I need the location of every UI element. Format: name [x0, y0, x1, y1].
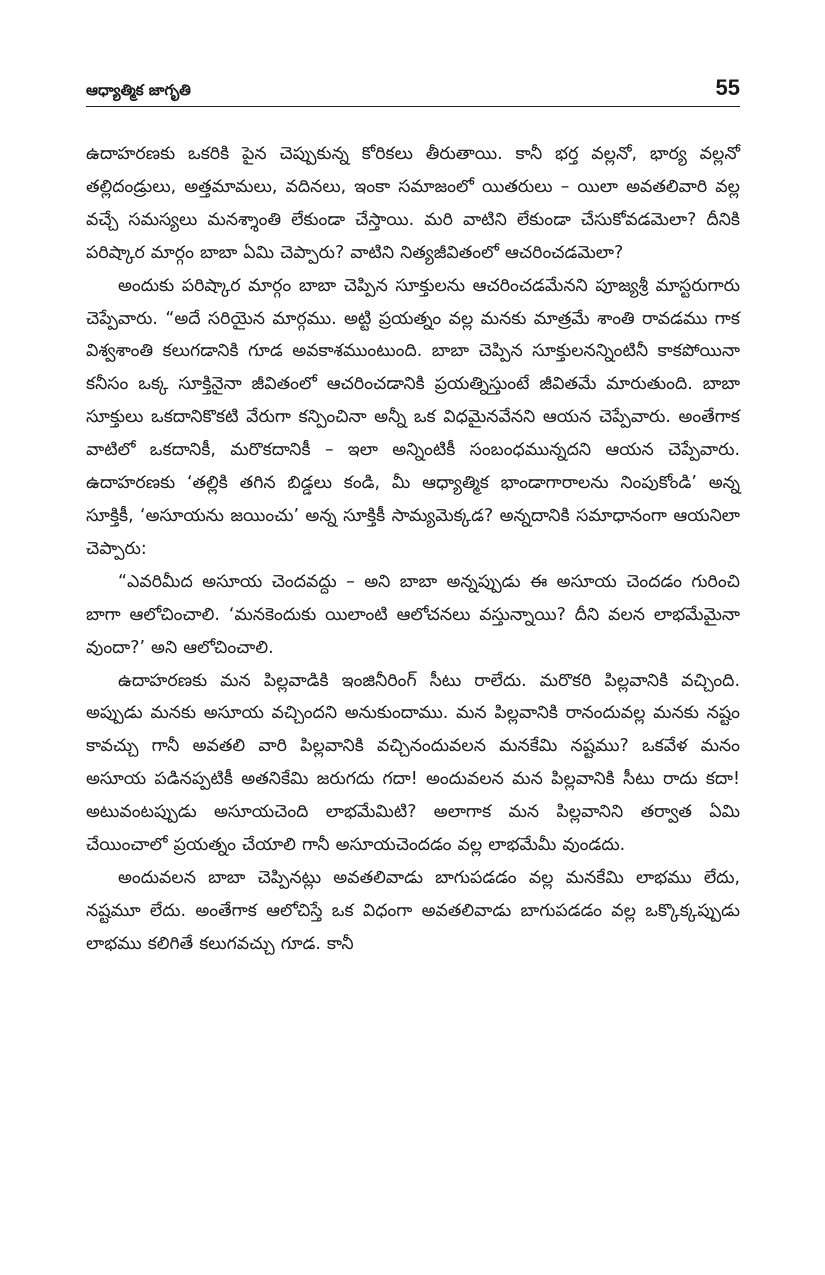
paragraph-5: అందువలన బాబా చెప్పినట్లు అవతలివాడు బాగుపడడం వల్ల మనకేమి లాభము లేదు, నష్టమూ లేదు. అంతేగాక ఆలోచిస్తే ఒక విధంగా అవతలివాడు బాగుపడడం వల్ల ఒక్కొక్కప్పుడు లాభము కలిగితే కలుగవచ్చు గూడ. కానీ [86, 867, 740, 954]
body-text [86, 138, 740, 961]
paragraph-3: “ఎవరిమీద అసూయ చెందవద్దు – అని బాబా అన్నప్పుడు ఈ అసూయ చెందడం గురించి బాగా ఆలోచించాలి. ‘మనకెందుకు యిలాంటి ఆలోచనలు వస్తున్నాయి? దీని వలన లాభమేమైనా వుందా?’ అని ఆలోచించాలి. [86, 571, 740, 658]
paragraph-2: అందుకు పరిష్కార మార్గం బాబా చెప్పిన సూక్తులను ఆచరించడమేనని పూజ్యశ్రీ మాస్టరుగారు చెప్పేవారు. “అదే సరియైన మార్గము. అట్టి ప్రయత్నం వల్ల మనకు మాత్రమే శాంతి రావడము గాక విశ్వశాంతి కలుగడానికి గూడ అవకాశముంటుంది. బాబా చెప్పిన సూక్తులనన్నింటినీ కాకపోయినా కనీసం ఒక్క సూక్తినైనా జీవితంలో ఆచరించడానికి ప్రయత్నిస్తుంటే జీవితమే మారుతుంది. బాబా సూక్తులు ఒకదానికొకటి వేరుగా కన్పించినా అన్నీ ఒక విధమైనవేనని ఆయన చెప్పేవారు. అంతేగాక వాటిలో ఒకదానికీ, మరొకదానికీ – ఇలా అన్నింటికీ సంబంధమున్నదని ఆయన చెప్పేవారు. ఉదాహరణకు ‘తల్లికి తగిన బిడ్డలు కండి, మీ ఆధ్యాత్మిక భాండాగారాలను నింపుకోండి’ అన్న సూక్తికీ, ‘అసూయను జయించు’ అన్న సూక్తికీ సామ్యమెక్కడ? అన్నదానికి సమాధానంగా ఆయనిలా చెప్పారు: [86, 275, 740, 559]
paragraph-4: ఉదాహరణకు మన పిల్లవాడికి ఇంజినీరింగ్ సీటు రాలేదు. మరొకరి పిల్లవానికి వచ్చింది. అప్పుడు మనకు అసూయ వచ్చిందని అనుకుందాము. మన పిల్లవానికి రానందువల్ల మనకు నష్టం కావచ్చు గానీ అవతలి వారి పిల్లవానికి వచ్చినందువలన మనకేమి నష్టము? ఒకవేళ మనం అసూయ పడినప్పటికీ అతనికేమి జరుగదు గదా! అందువలన మన పిల్లవానికి సీటు రాదు కదా! అటువంటప్పుడు అసూయచెంది లాభమేమిటి? అలాగాక మన పిల్లవానిని తర్వాత ఏమి చేయించాలో ప్రయత్నం చేయాలి గానీ అసూయచెందడం వల్ల లాభమేమీ వుండదు. [86, 670, 740, 856]
page-header [86, 76, 740, 107]
running-title: ఆధ్యాత్మిక జాగృతి [86, 81, 191, 99]
paragraph-1: ఉదాహరణకు ఒకరికి పైన చెప్పుకున్న కోరికలు తీరుతాయి. కానీ భర్త వల్లనో, భార్య వల్లనో తల్లిదండ్రులు, అత్తమామలు, వదినలు, ఇంకా సమాజంలో యితరులు – యిలా అవతలివారి వల్ల వచ్చే సమస్యలు మనశ్శాంతి లేకుండా చేస్తాయి. మరి వాటిని లేకుండా చేసుకోవడమెలా? దీనికి పరిష్కార మార్గం బాబా ఏమి చెప్పారు? వాటిని నిత్యజీవితంలో ఆచరించడమెలా? [86, 144, 740, 263]
page-number: 55 [715, 75, 740, 100]
